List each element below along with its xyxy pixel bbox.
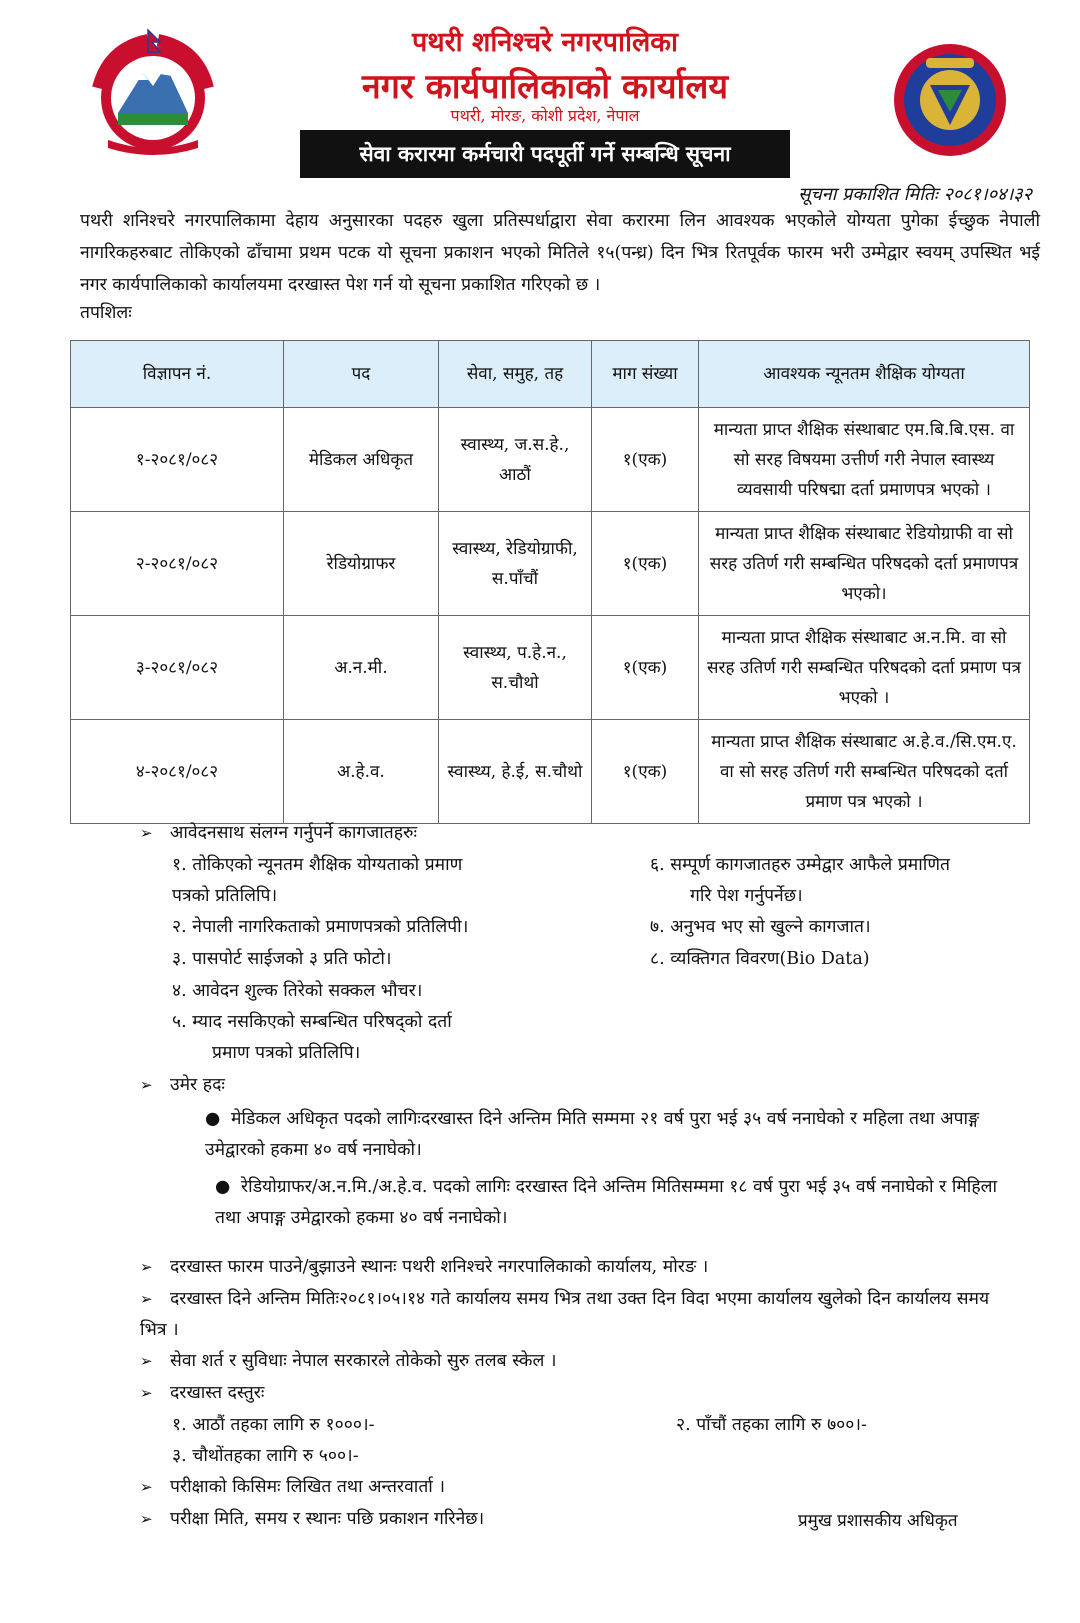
- dot-bullet-icon: ●: [215, 1177, 231, 1197]
- vacancy-table: [70, 340, 1030, 824]
- cell-count: १(एक): [592, 616, 699, 720]
- nepal-emblem-icon: [88, 28, 218, 158]
- exam-date: ➢ परीक्षा मिति, समय र स्थानः पछि प्रकाशन गरिनेछ।: [140, 1504, 484, 1535]
- table-row: [71, 512, 1030, 616]
- document-item: १. तोकिएको न्यूनतम शैक्षिक योग्यताको प्रमाण: [172, 855, 463, 875]
- cell-service: स्वास्थ्य, हे.ई, स.चौथो: [439, 720, 592, 824]
- notice-title-bar: सेवा करारमा कर्मचारी पदपूर्ती गर्ने सम्बन्धि सूचना: [300, 130, 790, 178]
- cell-ad-no: ३-२०८१/०८२: [71, 616, 284, 720]
- col-header-qualification: आवश्यक न्यूनतम शैक्षिक योग्यता: [699, 341, 1030, 408]
- cell-ad-no: २-२०८१/०८२: [71, 512, 284, 616]
- col-header-service: सेवा, समुह, तह: [439, 341, 592, 408]
- arrow-bullet-icon: ➢: [140, 1290, 153, 1308]
- deadline: ➢ दरखास्त दिने अन्तिम मितिः२०८१।०५।१४ गते कार्यालय समय भित्र तथा उक्त दिन विदा भएमा कार्यालय खुलेको दिन कार्यालय समय भित्र ।: [140, 1284, 1020, 1346]
- exam-type: ➢ परीक्षाको किसिमः लिखित तथा अन्तरवार्ता ।: [140, 1472, 445, 1503]
- cell-post: अ.न.मी.: [284, 616, 439, 720]
- cell-ad-no: ४-२०८१/०८२: [71, 720, 284, 824]
- cell-count: १(एक): [592, 408, 699, 512]
- col-header-ad-no: विज्ञापन नं.: [71, 341, 284, 408]
- dot-bullet-icon: ●: [205, 1109, 221, 1129]
- cell-qualification: मान्यता प्राप्त शैक्षिक संस्थाबाट रेडियोग्राफी वा सो सरह उतिर्ण गरी सम्बन्धित परिषदको दर्ता प्रमाणपत्र भएको।: [699, 512, 1030, 616]
- arrow-bullet-icon: ➢: [140, 1384, 153, 1402]
- fee-item: १. आठौं तहका लागि रु १०००।-: [172, 1415, 375, 1435]
- document-item: ८. व्यक्तिगत विवरण(Bio Data): [650, 949, 870, 969]
- age-point: ● रेडियोग्राफर/अ.न.मि./अ.हे.व. पदको लागिः दरखास्त दिने अन्तिम मितिसम्ममा १८ वर्ष पुरा भई ३५ वर्ष ननाघेको र मिहिला तथा अपाङ्ग उमेद्वारको हकमा ४० वर्ष ननाघेको।: [215, 1172, 1020, 1234]
- document-item: प्रमाण पत्रको प्रतिलिपि।: [212, 1043, 361, 1063]
- service-terms: ➢ सेवा शर्त र सुविधाः नेपाल सरकारले तोकेको सुरु तलब स्केल ।: [140, 1346, 1020, 1377]
- arrow-bullet-icon: ➢: [140, 1258, 153, 1276]
- cell-service: स्वास्थ्य, प.हे.न., स.चौथो: [439, 616, 592, 720]
- age-heading: ➢ उमेर हदः: [140, 1070, 225, 1101]
- office-name: नगर कार्यपालिकाको कार्यालय: [361, 67, 729, 107]
- table-header-row: [71, 341, 1030, 408]
- municipality-name: पथरी शनिश्चरे नगरपालिका: [411, 27, 678, 58]
- cell-qualification: मान्यता प्राप्त शैक्षिक संस्थाबाट अ.न.मि. वा सो सरह उतिर्ण गरी सम्बन्धित परिषदको दर्ता प्रमाण पत्र भएको ।: [699, 616, 1030, 720]
- document-item: ५. म्याद नसकिएको सम्बन्धित परिषद्को दर्ता: [172, 1012, 452, 1032]
- arrow-bullet-icon: ➢: [140, 1510, 153, 1528]
- signatory-title: प्रमुख प्रशासकीय अधिकृत: [798, 1511, 958, 1531]
- cell-post: मेडिकल अधिकृत: [284, 408, 439, 512]
- arrow-bullet-icon: ➢: [140, 824, 153, 842]
- document-item: पत्रको प्रतिलिपि।: [172, 886, 278, 906]
- cell-post: अ.हे.व.: [284, 720, 439, 824]
- document-item: ७. अनुभव भए सो खुल्ने कागजात।: [650, 917, 871, 937]
- arrow-bullet-icon: ➢: [140, 1352, 153, 1370]
- cell-service: स्वास्थ्य, रेडियोग्राफी, स.पाँचौं: [439, 512, 592, 616]
- cell-service: स्वास्थ्य, ज.स.हे., आठौं: [439, 408, 592, 512]
- cell-count: १(एक): [592, 512, 699, 616]
- fee-item: ३. चौथोंतहका लागि रु ५००।-: [172, 1446, 359, 1466]
- age-point: ● मेडिकल अधिकृत पदको लागिःदरखास्त दिने अन्तिम मिति सम्ममा २१ वर्ष पुरा भई ३५ वर्ष ननाघेको र महिला तथा अपाङ्ग उमेद्वारको हकमा ४० वर्ष ननाघेको।: [205, 1104, 1020, 1166]
- table-row: [71, 408, 1030, 512]
- document-item: गरि पेश गर्नुपर्नेछ।: [690, 886, 803, 906]
- form-place: ➢ दरखास्त फारम पाउने/बुझाउने स्थानः पथरी शनिश्चरे नगरपालिकाको कार्यालय, मोरङ ।: [140, 1252, 1020, 1283]
- arrow-bullet-icon: ➢: [140, 1076, 153, 1094]
- cell-post: रेडियोग्राफर: [284, 512, 439, 616]
- fee-heading: ➢ दरखास्त दस्तुरः: [140, 1378, 264, 1409]
- col-header-count: माग संख्या: [592, 341, 699, 408]
- document-item: २. नेपाली नागरिकताको प्रमाणपत्रको प्रतिलिपी।: [172, 917, 469, 937]
- fee-item: २. पाँचौं तहका लागि रु ७००।-: [676, 1415, 867, 1435]
- intro-paragraph: पथरी शनिश्चरे नगरपालिकामा देहाय अनुसारका पदहरु खुला प्रतिस्पर्धाद्वारा सेवा करारमा लिन आवश्यक भएकोले योग्यता पुगेका ईच्छुक नेपाली नागरिकहरुबाट तोकिएको ढाँचामा प्रथम पटक यो सूचना प्रकाशन भएको मितिले १५(पन्ध्र) दिन भित्र रितपूर्वक फारम भरी उम्मेद्वार स्वयम् उपस्थित भई नगर कार्यपालिकाको कार्यालयमा दरखास्त पेश गर्न यो सूचना प्रकाशित गरिएको छ ।: [80, 211, 1040, 295]
- office-address: पथरी, मोरङ, कोशी प्रदेश, नेपाल: [450, 106, 640, 125]
- municipality-seal-icon: [890, 40, 1010, 160]
- col-header-post: पद: [284, 341, 439, 408]
- arrow-bullet-icon: ➢: [140, 1478, 153, 1496]
- cell-ad-no: १-२०८१/०८२: [71, 408, 284, 512]
- document-item: ६. सम्पूर्ण कागजातहरु उम्मेद्वार आफैले प्रमाणित: [650, 855, 950, 875]
- document-item: ४. आवेदन शुल्क तिरेको सक्कल भौचर।: [172, 981, 423, 1001]
- documents-heading: ➢ आवेदनसाथ संलग्न गर्नुपर्ने कागजातहरुः: [140, 818, 417, 849]
- document-item: ३. पासपोर्ट साईजको ३ प्रति फोटो।: [172, 949, 392, 969]
- table-row: [71, 720, 1030, 824]
- table-row: [71, 616, 1030, 720]
- cell-qualification: मान्यता प्राप्त शैक्षिक संस्थाबाट एम.बि.बि.एस. वा सो सरह विषयमा उत्तीर्ण गरी नेपाल स्वास्थ्य व्यवसायी परिषद्मा दर्ता प्रमाणपत्र भएको ।: [699, 408, 1030, 512]
- published-date: सूचना प्रकाशित मितिः २०८१।०४।३२: [798, 184, 1032, 205]
- cell-count: १(एक): [592, 720, 699, 824]
- details-label: तपशिलः: [80, 303, 132, 323]
- cell-qualification: मान्यता प्राप्त शैक्षिक संस्थाबाट अ.हे.व./सि.एम.ए. वा सो सरह उतिर्ण गरी सम्बन्धित परिषदको दर्ता प्रमाण पत्र भएको ।: [699, 720, 1030, 824]
